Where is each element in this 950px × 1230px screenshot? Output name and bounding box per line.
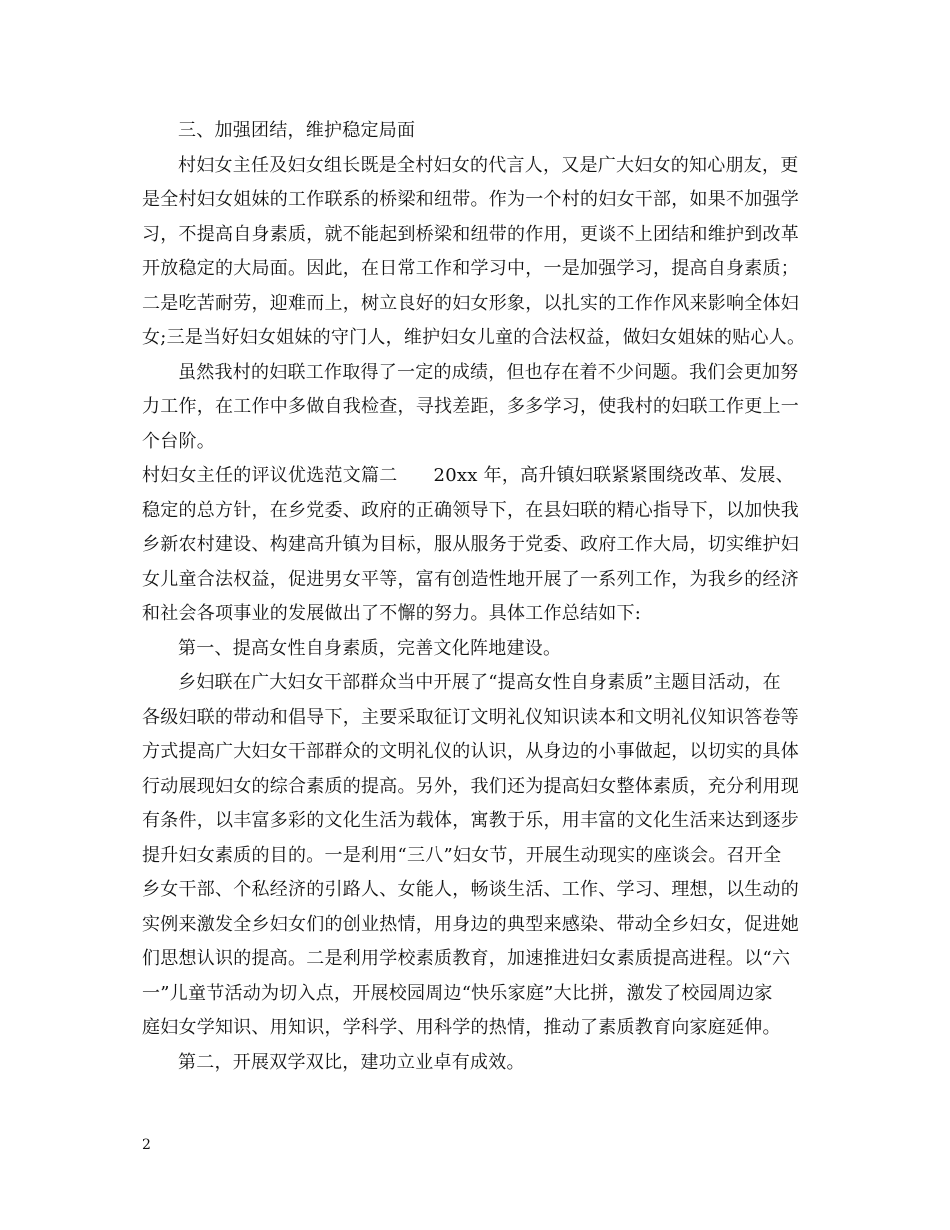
paragraph-line: 行动展现妇女的综合素质的提高。另外，我们还为提高妇女整体素质，充分利用现 bbox=[142, 775, 799, 797]
paragraph-line: 乡女干部、个私经济的引路人、女能人，畅谈生活、工作、学习、理想，以生动的 bbox=[142, 879, 799, 900]
paragraph-line: 稳定的总方针，在乡党委、政府的正确领导下，在县妇联的精心指导下，以加快我 bbox=[142, 499, 799, 521]
paragraph-line: 乡新农村建设、构建高升镇为目标，服从服务于党委、政府工作大局，切实维护妇 bbox=[142, 534, 799, 555]
paragraph-line: 各级妇联的带动和倡导下，主要采取征订文明礼仪知识读本和文明礼仪知识答卷等 bbox=[142, 706, 799, 728]
paragraph-line: 庭妇女学知识、用知识，学科学、用科学的热情，推动了素质教育向家庭延伸。 bbox=[142, 1017, 781, 1038]
paragraph-line: 提升妇女素质的目的。一是利用“三八”妇女节，开展生动现实的座谈会。召开全 bbox=[142, 844, 782, 866]
paragraph-line: 实例来激发全乡妇女们的创业热情，用身边的典型来感染、带动全乡妇女，促进她 bbox=[142, 913, 799, 935]
article-title: 村妇女主任的评议优选范文篇二 bbox=[142, 465, 398, 486]
paragraph-line: 方式提高广大妇女干部群众的文明礼仪的认识，从身边的小事做起，以切实的具体 bbox=[142, 741, 799, 762]
article-title-line bbox=[142, 459, 814, 494]
paragraph-line: 女;三是当好妇女姐妹的守门人，维护妇女儿童的合法权益，做妇女姐妹的贴心人。 bbox=[142, 327, 806, 348]
paragraph-line: 和社会各项事业的发展做出了不懈的努力。具体工作总结如下: bbox=[142, 603, 642, 624]
paragraph-line: 二是吃苦耐劳，迎难而上，树立良好的妇女形象，以扎实的工作作风来影响全体妇 bbox=[142, 292, 799, 314]
paragraph-line: 村妇女主任及妇女组长既是全村妇女的代言人，又是广大妇女的知心朋友，更 bbox=[178, 154, 799, 176]
section-heading: 三、加强团结，维护稳定局面 bbox=[178, 120, 416, 141]
paragraph-line: 们思想认识的提高。二是利用学校素质教育，加速推进妇女素质提高进程。以“六 bbox=[142, 948, 791, 969]
subheading-line: 第一、提高女性自身素质，完善文化阵地建设。 bbox=[178, 637, 562, 659]
article-intro: 20xx 年，高升镇妇联紧紧围绕改革、发展、 bbox=[433, 465, 794, 486]
page-number: 2 bbox=[142, 1137, 151, 1153]
paragraph-line: 开放稳定的大局面。因此，在日常工作和学习中，一是加强学习，提高自身素质； bbox=[142, 258, 799, 279]
paragraph-line: 一”儿童节活动为切入点，开展校园周边“快乐家庭”大比拼，激发了校园周边家 bbox=[142, 982, 773, 1004]
paragraph-line: 习，不提高自身素质，就不能起到桥梁和纽带的作用，更谈不上团结和维护到改革 bbox=[142, 223, 799, 245]
paragraph-line: 是全村妇女姐妹的工作联系的桥梁和纽带。作为一个村的妇女干部，如果不加强学 bbox=[142, 189, 799, 210]
subheading-line: 第二，开展双学双比，建功立业卓有成效。 bbox=[178, 1051, 525, 1073]
paragraph-line: 虽然我村的妇联工作取得了一定的成绩，但也存在着不少问题。我们会更加努 bbox=[178, 361, 799, 383]
document-body bbox=[142, 114, 814, 1080]
paragraph-line: 女儿童合法权益，促进男女平等，富有创造性地开展了一系列工作，为我乡的经济 bbox=[142, 568, 799, 590]
paragraph-line: 个台阶。 bbox=[142, 430, 215, 452]
paragraph-line: 力工作，在工作中多做自我检查，寻找差距，多多学习，使我村的妇联工作更上一 bbox=[142, 396, 799, 417]
paragraph-line: 有条件，以丰富多彩的文化生活为载体，寓教于乐，用丰富的文化生活来达到逐步 bbox=[142, 810, 799, 831]
paragraph-line: 乡妇联在广大妇女干部群众当中开展了“提高女性自身素质”主题目活动，在 bbox=[178, 672, 781, 693]
